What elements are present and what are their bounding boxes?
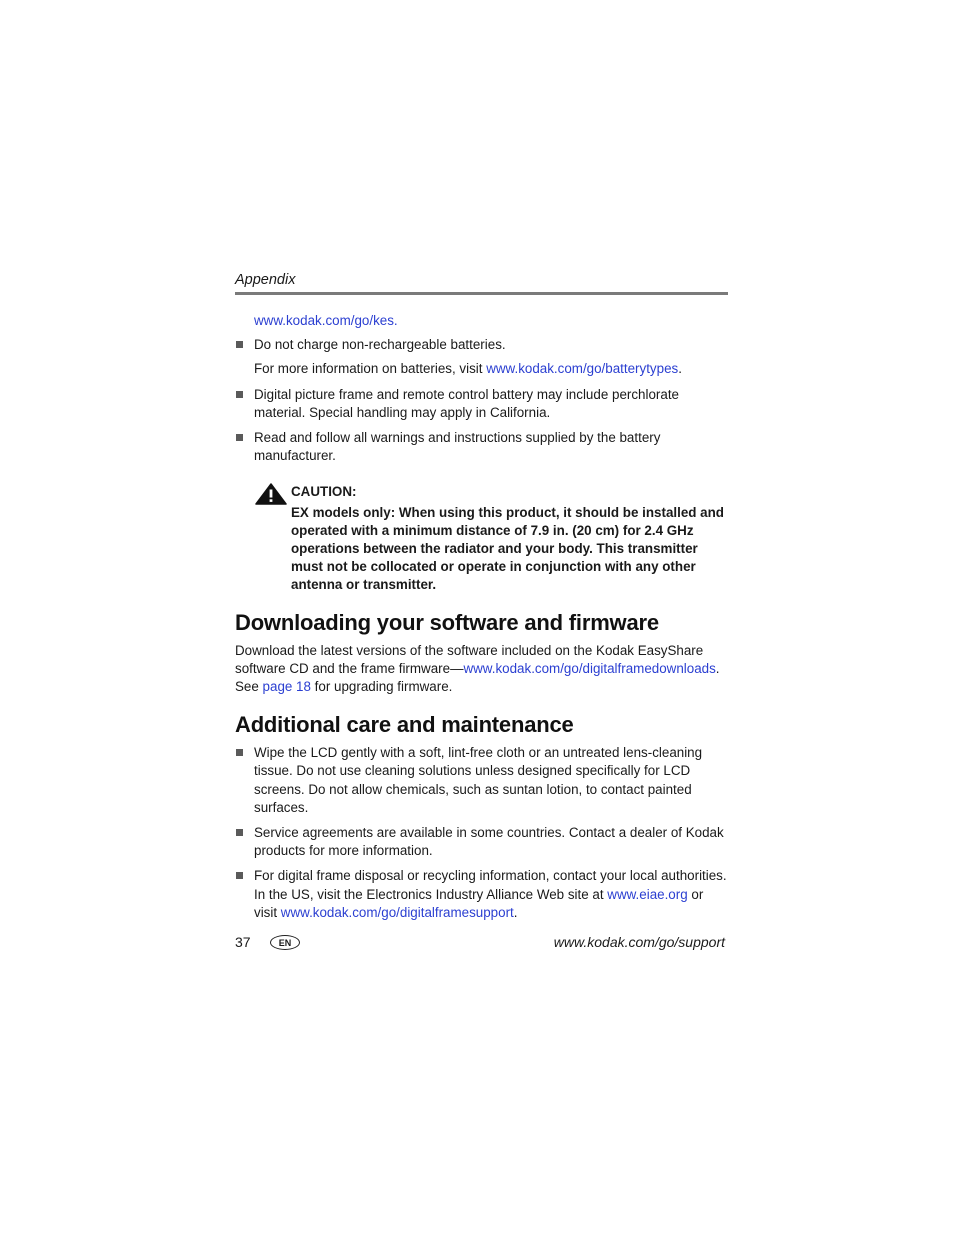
section-label: Appendix xyxy=(235,272,296,288)
caution-text: EX models only: When using this product, it should be installed and operated with a minimum distance of 7.9 in. (20 cm) for 2.4 GHz operations between the radiator and your body. This transmitter must not be collocated or operate in conjunction with any other antenna or transmitter. xyxy=(291,504,724,593)
digitalframesupport-link[interactable]: www.kodak.com/go/digitalframesupport xyxy=(280,904,514,920)
eiae-link[interactable]: www.eiae.org xyxy=(607,886,688,902)
list-item xyxy=(235,867,728,922)
warning-triangle-icon xyxy=(255,483,287,505)
list-item xyxy=(235,429,728,465)
square-bullet-icon xyxy=(236,829,243,836)
care-bullet-2: Service agreements are available in some countries. Contact a dealer of Kodak products for more information. xyxy=(254,825,724,859)
page-number: 37 xyxy=(235,934,251,950)
battery-bullet-2: Digital picture frame and remote control battery may include perchlorate material. Special handling may apply in California. xyxy=(254,386,679,420)
downloading-heading: Downloading your software and firmware xyxy=(235,609,659,635)
page-footer xyxy=(235,932,725,952)
kes-link[interactable]: www.kodak.com/go/kes. xyxy=(254,313,398,328)
batterytypes-link[interactable]: www.kodak.com/go/batterytypes xyxy=(486,361,679,377)
caution-box xyxy=(235,483,728,594)
care-bullet-3: For digital frame disposal or recycling information, contact your local authorities. In the US, visit the Electronics Industry Alliance Web site at www.eiae.org or visit www.kodak.com/go/digitalframesupport. xyxy=(254,868,727,920)
list-item xyxy=(235,386,728,422)
care-heading: Additional care and maintenance xyxy=(235,712,574,738)
square-bullet-icon xyxy=(236,749,243,756)
list-item xyxy=(235,336,728,378)
digitalframedownloads-link[interactable]: www.kodak.com/go/digitalframedownloads xyxy=(463,660,716,676)
body-text xyxy=(235,312,728,922)
square-bullet-icon xyxy=(236,872,243,879)
list-item xyxy=(235,744,728,817)
language-badge: EN xyxy=(270,935,300,950)
page-18-link[interactable]: page 18 xyxy=(262,679,311,695)
care-bullet-1: Wipe the LCD gently with a soft, lint-free cloth or an untreated lens-cleaning tissue. Do not use cleaning solutions unless designed specifically for LCD screens. Do not allow chemicals, such as suntan lotion, to contact painted surfaces. xyxy=(254,745,703,815)
support-url: www.kodak.com/go/support xyxy=(553,934,725,950)
battery-bullet-3: Read and follow all warnings and instructions supplied by the battery manufacturer. xyxy=(254,430,661,464)
caution-title: CAUTION: xyxy=(291,484,357,500)
square-bullet-icon xyxy=(236,341,243,348)
header-rule xyxy=(235,292,728,295)
kes-link-line xyxy=(235,312,728,330)
square-bullet-icon xyxy=(236,391,243,398)
battery-more-info: For more information on batteries, visit www.kodak.com/go/batterytypes. xyxy=(254,361,682,377)
battery-bullet-1: Do not charge non-rechargeable batteries. xyxy=(254,337,506,353)
square-bullet-icon xyxy=(236,434,243,441)
downloading-paragraph: Download the latest versions of the software included on the Kodak EasyShare software CD and the frame firmware—www.kodak.com/go/digitalframedownloads. See page 18 for upgrading firmware. xyxy=(235,642,720,695)
list-item xyxy=(235,824,728,860)
